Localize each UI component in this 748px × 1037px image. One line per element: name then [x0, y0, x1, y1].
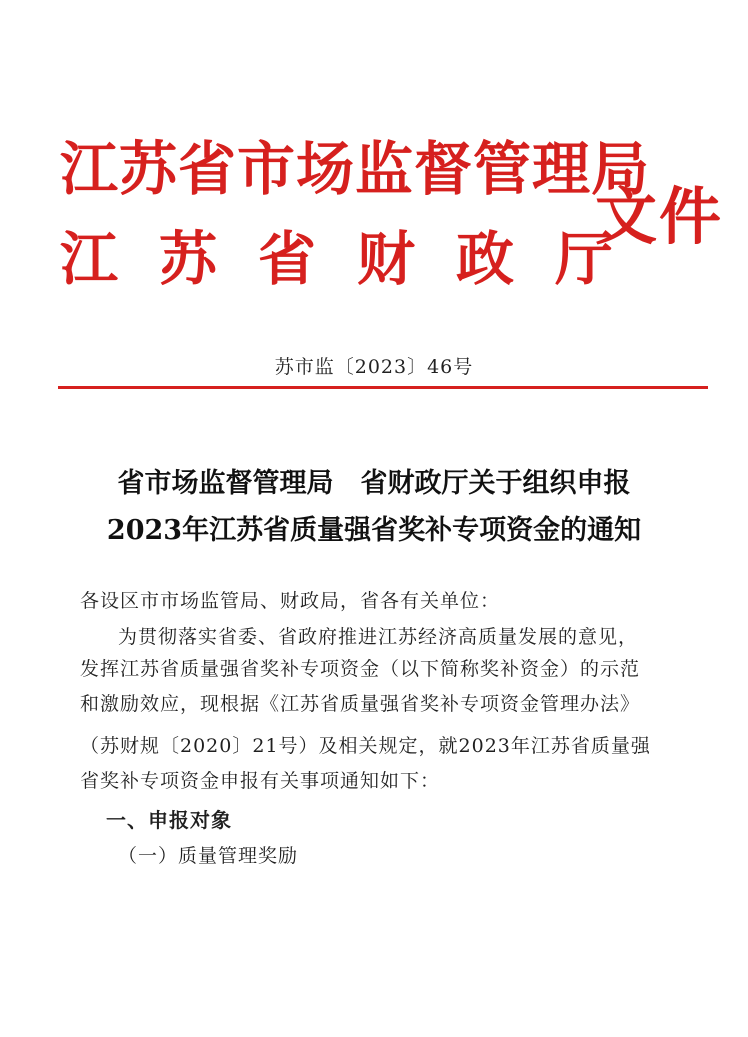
document-label: 文件 — [595, 180, 724, 253]
issuing-org-2: 江苏省财政厅 — [60, 225, 655, 293]
notice-title-line-2: 2023年江苏省质量强省奖补专项资金的通知 — [106, 515, 642, 546]
notice-title-line-1: 省市场监督管理局 省财政厅关于组织申报 — [117, 468, 631, 499]
masthead — [60, 130, 724, 310]
paragraph-line: 为贯彻落实省委、省政府推进江苏经济高质量发展的意见， — [118, 626, 639, 648]
red-divider — [58, 386, 708, 389]
paragraph-line: 和激励效应，现根据《江苏省质量强省奖补专项资金管理办法》 — [80, 693, 641, 715]
subsection-heading: （一）质量管理奖励 — [118, 845, 299, 867]
paragraph-line: 发挥江苏省质量强省奖补专项资金（以下简称奖补资金）的示范 — [80, 658, 641, 680]
paragraph-line: （苏财规〔2020〕21号）及相关规定，就2023年江苏省质量强 — [80, 735, 651, 757]
issuing-org-1: 江苏省市场监督管理局 — [60, 135, 651, 203]
salutation: 各设区市市场监管局、财政局，省各有关单位： — [80, 590, 501, 612]
section-heading: 一、申报对象 — [106, 808, 232, 832]
document-number: 苏市监〔2023〕46号 — [274, 356, 474, 378]
paragraph-line: 省奖补专项资金申报有关事项通知如下： — [80, 770, 441, 792]
